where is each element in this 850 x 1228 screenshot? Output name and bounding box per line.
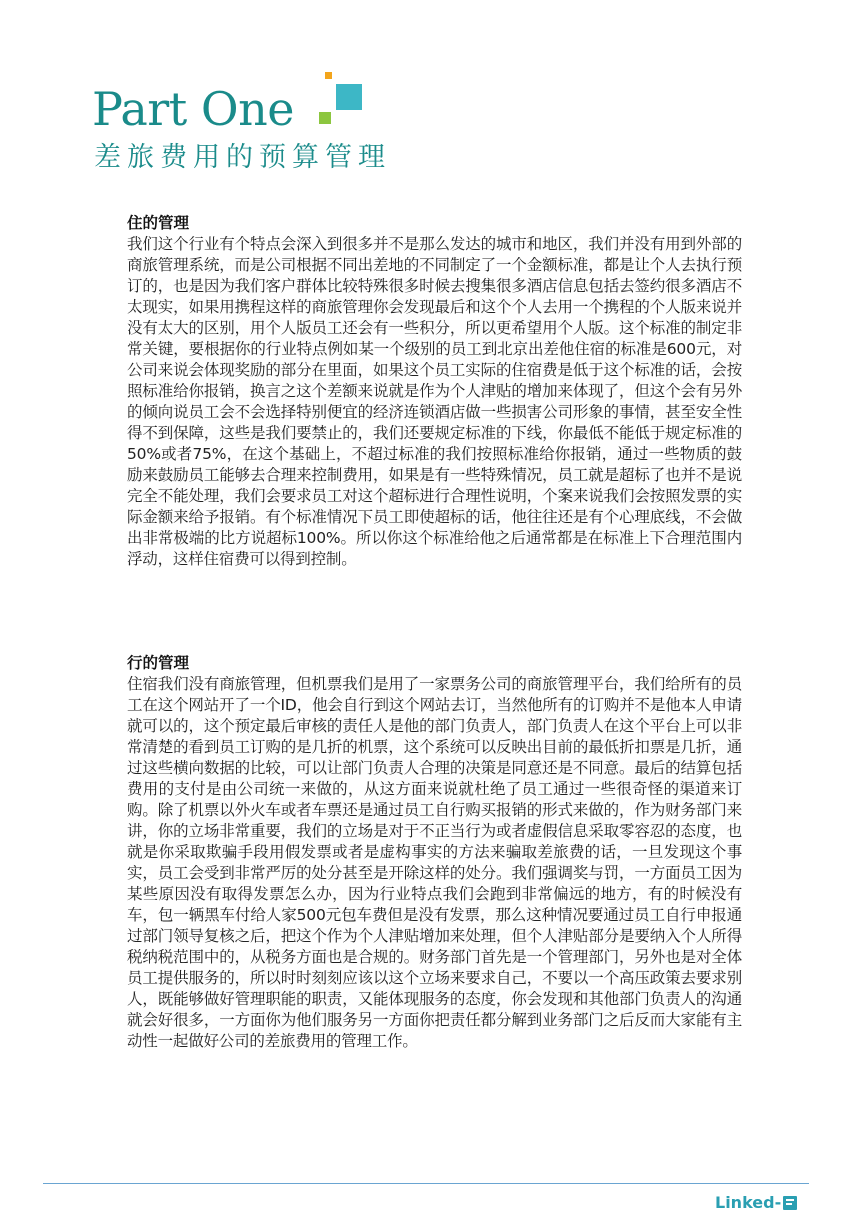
- section-accommodation: [127, 213, 742, 570]
- page-title: Part One: [92, 82, 294, 136]
- brand-text: Linked-: [715, 1193, 782, 1212]
- footer-divider: [43, 1183, 809, 1184]
- footer-brand-logo: [715, 1193, 797, 1213]
- decorative-squares-icon: [318, 72, 368, 128]
- section-heading: 行的管理: [127, 654, 190, 672]
- teal-square: [336, 84, 362, 110]
- section-body: 我们这个行业有个特点会深入到很多并不是那么发达的城市和地区，我们并没有用到外部的商旅管理系统，而是公司根据不同出差地的不同制定了一个金额标准，都是让个人去执行预订的，也是因为我们客户群体比较特殊很多时候去搜集很多酒店信息包括去签约很多酒店不太现实，如果用携程这样的商旅管理你会发现最后和这个个人去用一个携程的个人版来说并没有太大的区别，用个人版员工还会有一些积分，所以更希望用个人版。这个标准的制定非常关键，要根据你的行业特点例如某一个级别的员工到北京出差他住宿的标准是600元，对公司来说会体现奖励的部分在里面，如果这个员工实际的住宿费是低于这个标准的话，会按照标准给你报销，换言之这个差额来说就是作为个人津贴的增加来体现了，但这个会有另外的倾向说员工会不会选择特别便宜的经济连锁酒店做一些损害公司形象的事情，甚至安全性得不到保障，这些是我们要禁止的，我们还要规定标准的下线，你最低不能低于规定标准的50%或者75%，在这个基础上，不超过标准的我们按照标准给你报销，通过一些物质的鼓励来鼓励员工能够去合理来控制费用，如果是有一些特殊情况，员工就是超标了也并不是说完全不能处理，我们会要求员工对这个超标进行合理性说明，个案来说我们会按照发票的实际金额来给予报销。有个标准情况下员工即使超标的话，他往往还是有个心理底线，不会做出非常极端的比方说超标100%。所以你这个标准给他之后通常都是在标准上下合理范围内浮动，这样住宿费可以得到控制。: [127, 235, 742, 568]
- brand-mark-icon: [783, 1196, 797, 1210]
- section-body: 住宿我们没有商旅管理，但机票我们是用了一家票务公司的商旅管理平台，我们给所有的员工在这个网站开了一个ID，他会自行到这个网站去订，当然他所有的订购并不是他本人申请就可以的，这个预定最后审核的责任人是他的部门负责人，部门负责人在这个平台上可以非常清楚的看到员工订购的是几折的机票，这个系统可以反映出目前的最低折扣票是几折，通过这些横向数据的比较，可以让部门负责人合理的决策是同意还是不同意。最后的结算包括费用的支付是由公司统一来做的，从这方面来说就杜绝了员工通过一些很奇怪的渠道来订购。除了机票以外火车或者车票还是通过员工自行购买报销的形式来做的，作为财务部门来讲，你的立场非常重要，我们的立场是对于不正当行为或者虚假信息采取零容忍的态度，也就是你采取欺骗手段用假发票或者是虚构事实的方法来骗取差旅费的话，一旦发现这个事实，员工会受到非常严厉的处分甚至是开除这样的处分。我们强调奖与罚，一方面员工因为某些原因没有取得发票怎么办，因为行业特点我们会跑到非常偏远的地方，有的时候没有车，包一辆黑车付给人家500元包车费但是没有发票，那么这种情况要通过员工自行申报通过部门领导复核之后，把这个作为个人津贴增加来处理，但个人津贴部分是要纳入个人所得税纳税范围中的，从税务方面也是合规的。财务部门首先是一个管理部门，另外也是对全体员工提供服务的，所以时时刻刻应该以这个立场来要求自己，不要以一个高压政策去要求别人，既能够做好管理职能的职责，又能体现服务的态度，你会发现和其他部门负责人的沟通就会好很多，一方面你为他们服务另一方面你把责任都分解到业务部门之后反而大家能有主动性一起做好公司的差旅费用的管理工作。: [127, 675, 742, 1050]
- orange-square: [325, 72, 332, 79]
- section-heading: 住的管理: [127, 214, 190, 232]
- green-square: [319, 112, 331, 124]
- page-subtitle: 差旅费用的预算管理: [94, 142, 391, 173]
- section-travel: [127, 653, 742, 1052]
